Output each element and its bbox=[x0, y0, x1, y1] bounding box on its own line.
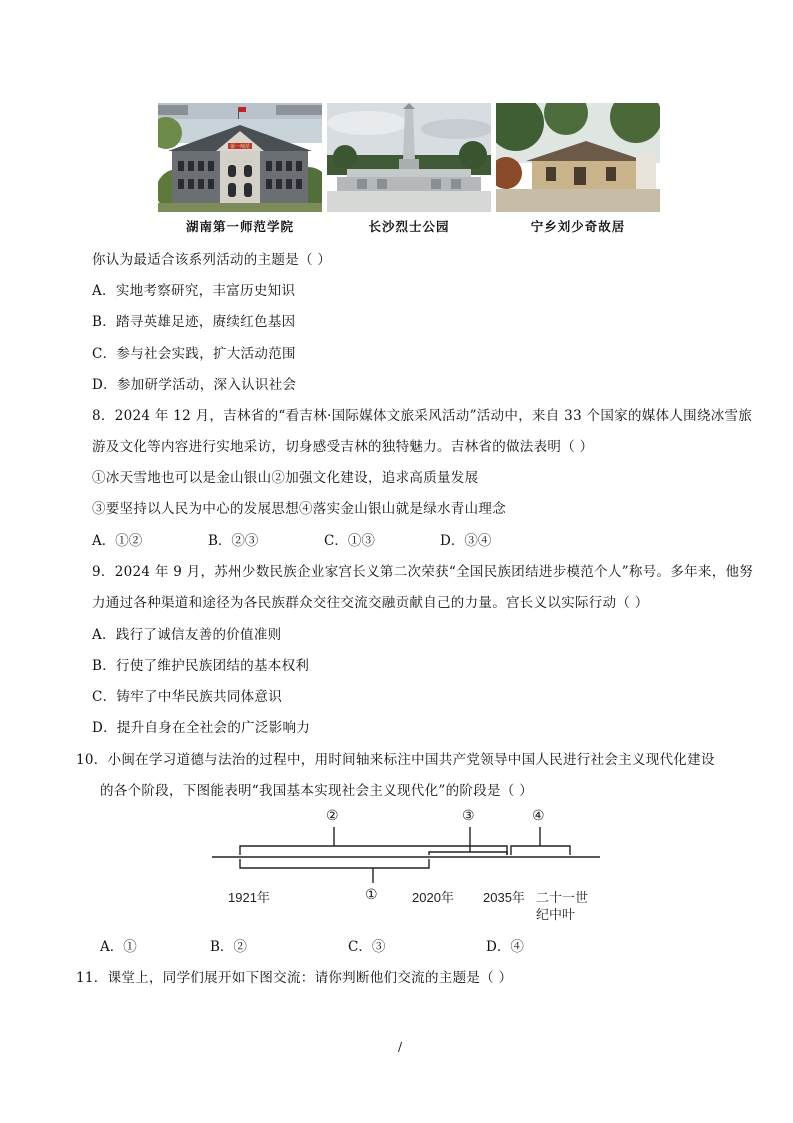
q9-option-d: D．提升自身在全社会的广泛影响力 bbox=[92, 720, 311, 736]
q10-stem-line1: 10．小闽在学习道德与法治的过程中，用时间轴来标注中国共产党领导中国人民进行社会主义现代化建设 bbox=[76, 752, 715, 768]
timeline-marker-3: ③ bbox=[462, 808, 475, 824]
q10-option-d: D．④ bbox=[486, 939, 524, 955]
timeline-label-mid-century-2: 纪中叶 bbox=[536, 907, 576, 922]
q10-options bbox=[100, 935, 560, 953]
photo-caption-3: 宁乡刘少奇故居 bbox=[530, 219, 626, 234]
q9-option-c: C．铸牢了中华民族共同体意识 bbox=[92, 689, 283, 705]
q7-option-c: C．参与社会实践，扩大活动范围 bbox=[92, 346, 296, 362]
photo-first-normal-college bbox=[158, 103, 322, 212]
timeline-label-mid-century-1: 二十一世 bbox=[536, 890, 589, 905]
q10-option-b: B．② bbox=[210, 939, 247, 955]
timeline-label-1921: 1921年 bbox=[228, 890, 270, 905]
timeline-diagram bbox=[210, 805, 610, 925]
q11-stem: 11．课堂上，同学们展开如下图交流：请你判断他们交流的主题是（ ） bbox=[76, 970, 513, 986]
q8-option-c: C．①③ bbox=[324, 533, 375, 549]
q8-option-b: B．②③ bbox=[208, 533, 259, 549]
q8-options bbox=[92, 529, 552, 547]
q9-option-b: B．行使了维护民族团结的基本权利 bbox=[92, 658, 310, 674]
q8-statement-line1: ①冰天雪地也可以是金山银山②加强文化建设，追求高质量发展 bbox=[92, 470, 479, 486]
q7-option-a: A．实地考察研究，丰富历史知识 bbox=[92, 283, 296, 299]
timeline-marker-2: ② bbox=[326, 808, 339, 824]
timeline-label-2020: 2020年 bbox=[412, 890, 454, 905]
q10-option-a: A．① bbox=[100, 939, 137, 955]
timeline-marker-4: ④ bbox=[532, 808, 545, 824]
q9-stem-line1: 9．2024 年 9 月，苏州少数民族企业家宫长义第二次荣获“全国民族团结进步模范个人”称号。多年来，他努 bbox=[92, 564, 754, 580]
q8-stem-line2: 游及文化等内容进行实地采访，切身感受吉林的独特魅力。吉林省的做法表明（ ） bbox=[92, 439, 594, 455]
q7-option-d: D．参加研学活动，深入认识社会 bbox=[92, 377, 297, 393]
q8-statement-line2: ③要坚持以人民为中心的发展思想④落实金山银山就是绿水青山理念 bbox=[92, 501, 506, 517]
photo-changsha-martyrs-park bbox=[327, 103, 491, 212]
college-sign-text: 第一师范 bbox=[229, 144, 251, 150]
q7-option-b: B．踏寻英雄足迹，赓续红色基因 bbox=[92, 314, 296, 330]
q8-stem-line1: 8．2024 年 12 月，吉林省的“看吉林·国际媒体文旅采风活动”活动中，来自 33 个国家的媒体人围绕冰雪旅 bbox=[92, 408, 753, 424]
q9-stem-line2: 力通过各种渠道和途径为各民族群众交往交流交融贡献自己的力量。宫长义以实际行动（ ） bbox=[92, 595, 649, 611]
page-marker: / bbox=[398, 1040, 403, 1054]
q9-option-a: A．践行了诚信友善的价值准则 bbox=[92, 627, 282, 643]
timeline-marker-1: ① bbox=[365, 887, 378, 903]
q8-option-a: A．①② bbox=[92, 533, 143, 549]
q8-option-d: D．③④ bbox=[440, 533, 492, 549]
q10-option-c: C．③ bbox=[348, 939, 386, 955]
q7-stem: 你认为最适合该系列活动的主题是（ ） bbox=[92, 252, 332, 268]
photo-liu-shaoqi-residence bbox=[496, 103, 660, 212]
photo-caption-2: 长沙烈士公园 bbox=[368, 219, 450, 234]
timeline-label-2035: 2035年 bbox=[483, 890, 525, 905]
photo-row bbox=[158, 103, 660, 233]
photo-caption-1: 湖南第一师范学院 bbox=[185, 219, 294, 234]
q10-stem-line2: 的各个阶段，下图能表明“我国基本实现社会主义现代化”的阶段是（ ） bbox=[100, 783, 533, 799]
